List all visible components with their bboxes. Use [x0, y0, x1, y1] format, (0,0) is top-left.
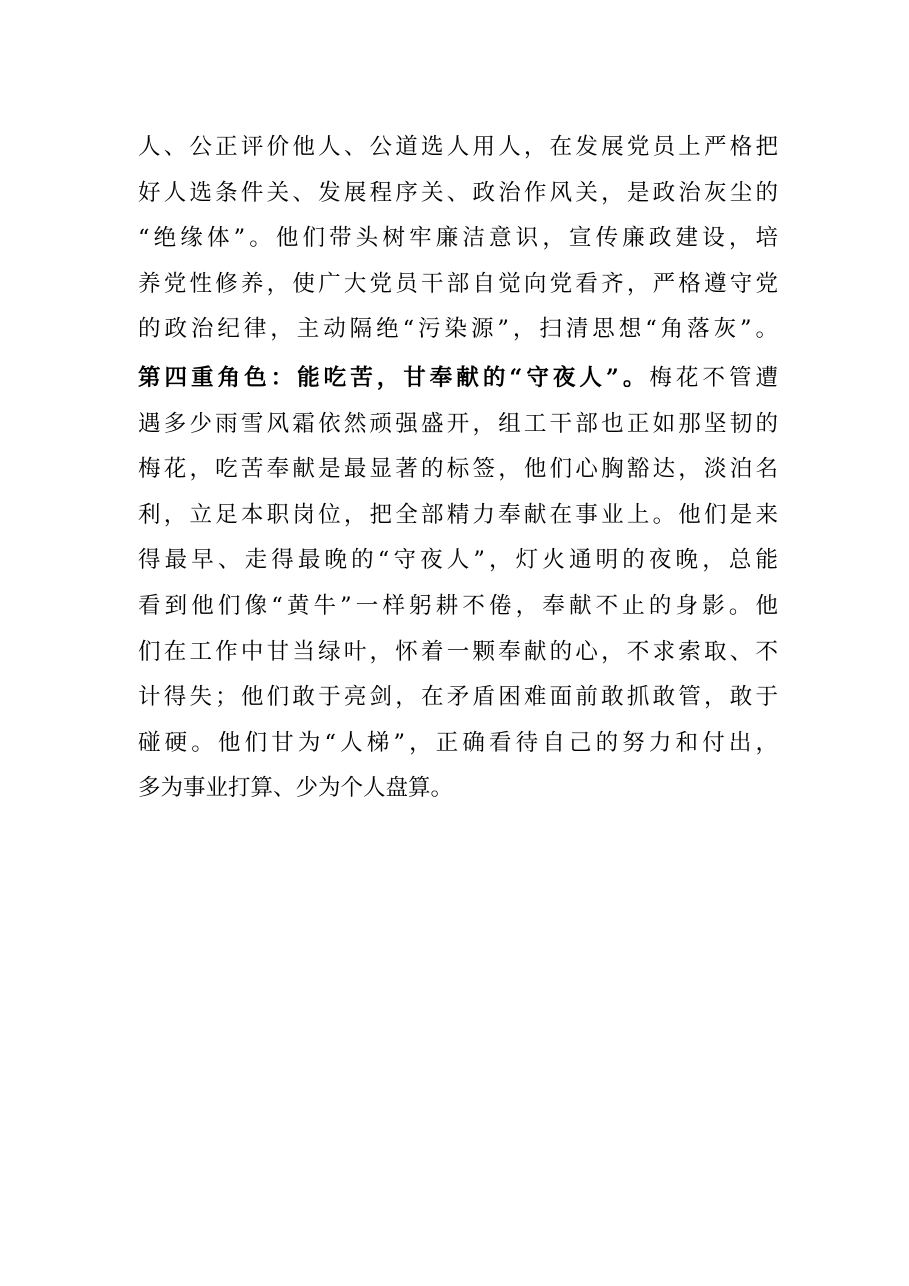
paragraph-2	[138, 356, 778, 812]
paragraph-2-line: 看到他们像“黄牛”一样躬耕不倦，奉献不止的身影。他	[138, 592, 778, 619]
paragraph-2-line: 得最早、走得最晚的“守夜人”，灯火通明的夜晚，总能	[138, 547, 778, 574]
paragraph-2-line: 碰硬。他们甘为“人梯”，正确看待自己的努力和付出，	[138, 729, 778, 756]
paragraph-2-line: 梅花，吃苦奉献是最显著的标签，他们心胸豁达，淡泊名	[138, 456, 778, 483]
paragraph-2-line: 们在工作中甘当绿叶，怀着一颗奉献的心，不求索取、不	[138, 638, 778, 665]
paragraph-2-line: 利，立足本职岗位，把全部精力奉献在事业上。他们是来	[138, 501, 778, 528]
paragraph-2-first-line-text: 梅花不管遭	[649, 364, 778, 391]
paragraph-2-first-line	[138, 356, 778, 402]
paragraph-1-line: 好人选条件关、发展程序关、政治作风关，是政治灰尘的	[138, 179, 778, 206]
paragraph-1	[138, 125, 778, 353]
section-heading: 第四重角色：能吃苦，甘奉献的“守夜人”。	[138, 364, 650, 391]
paragraph-2-last-line: 多为事业打算、少为个人盘算。	[138, 775, 454, 802]
paragraph-2-line: 计得失；他们敢于亮剑，在矛盾困难面前敢抓敢管，敢于	[138, 684, 778, 711]
paragraph-1-line: 的政治纪律，主动隔绝“污染源”，扫清思想“角落灰”。	[138, 316, 778, 343]
paragraph-1-line: 养党性修养，使广大党员干部自觉向党看齐，严格遵守党	[138, 270, 778, 297]
document-body	[138, 125, 778, 812]
paragraph-2-line: 遇多少雨雪风霜依然顽强盛开，组工干部也正如那坚韧的	[138, 410, 778, 437]
paragraph-1-line: “绝缘体”。他们带头树牢廉洁意识，宣传廉政建设，培	[138, 225, 778, 252]
paragraph-1-line: 人、公正评价他人、公道选人用人，在发展党员上严格把	[138, 134, 778, 160]
